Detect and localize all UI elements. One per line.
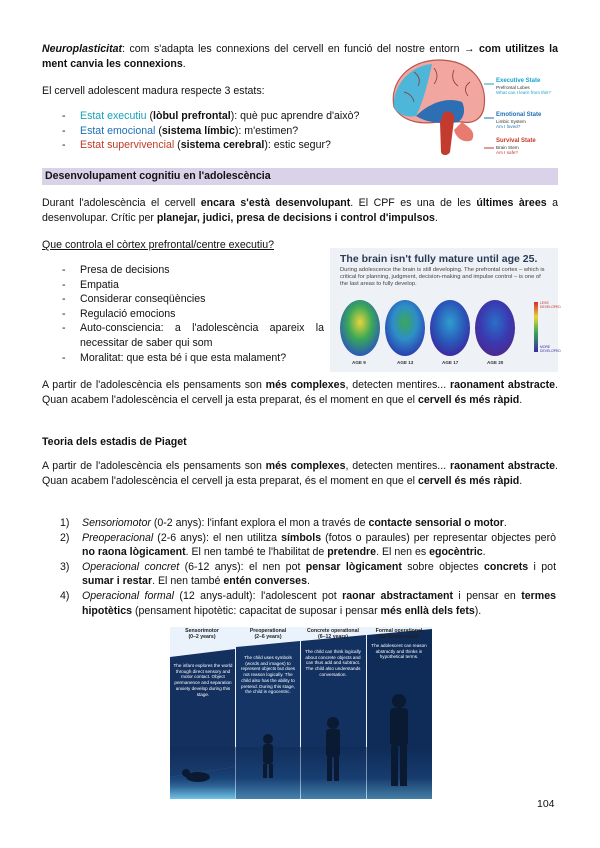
- state-label: Estat executiu: [80, 110, 147, 122]
- state-emotional: - Estat emocional (sistema límbic): m'estimen?: [62, 124, 382, 139]
- states-lead: El cervell adolescent madura respecte 3 estats:: [42, 85, 265, 97]
- brain-states-figure: [384, 52, 570, 164]
- age-label: AGE 9: [352, 360, 366, 365]
- piaget-stages-figure: [170, 627, 432, 799]
- text: i pot: [528, 560, 557, 573]
- state-executive: - Estat executiu (lòbul prefrontal): què puc aprendre d'això?: [62, 109, 382, 124]
- stage-head-name: Sensorimotor: [185, 628, 219, 634]
- intro-text: : com s'adapta les connexions del cervell en funció del nostre entorn →: [122, 43, 479, 55]
- state-part: lòbul prefrontal: [153, 110, 231, 122]
- text: . El nen es: [376, 546, 430, 559]
- stages-list: [60, 516, 556, 618]
- text-bold: sumar i restar: [82, 575, 153, 588]
- text-bold: més enllà dels fets: [380, 604, 475, 617]
- text: ).: [474, 604, 482, 617]
- cortex-item: - Moralitat: que esta bé i que esta malament?: [62, 351, 324, 366]
- intro-end: .: [182, 57, 186, 70]
- figure-caption: During adolescence the brain is still developing. The prefrontal cortex – which is critical for planning, judgment, decision-making and impulse control – is one of the last areas to fully develop.: [340, 267, 545, 288]
- cortex-list: [62, 263, 324, 365]
- legend-survival: [496, 138, 572, 155]
- legend-sub: Brain Stem: [496, 144, 519, 150]
- stage-head: [302, 629, 364, 641]
- state-label: Estat emocional: [80, 124, 156, 137]
- legend-sub: Am I safe?: [496, 149, 518, 155]
- stage-head-name: Formal operational: [375, 628, 423, 634]
- text: (2-6 anys): el nen utilitza: [153, 531, 282, 544]
- paragraph-complex-thought: [42, 378, 558, 407]
- development-scale: [534, 302, 538, 352]
- text-bold: pensar lògicament: [305, 560, 402, 573]
- text: A partir de l'adolescència els pensaments son: [42, 379, 266, 391]
- stage-name: Preoperacional: [82, 531, 154, 544]
- state-question: : què puc aprendre d'això?: [234, 110, 360, 122]
- text-bold: més complexes: [265, 379, 346, 391]
- stage-head-age: (0–2 years): [188, 633, 216, 640]
- stage-description: The infant explores the world through direct sensory and motor contact. Object permanence and separation anxiety develop during this stage.: [173, 663, 233, 697]
- age-label: AGE 17: [442, 360, 459, 365]
- stage-number: 1): [60, 517, 70, 529]
- legend-title: Survival State: [496, 138, 536, 144]
- brains-row: [330, 248, 561, 372]
- legend-sub: Limbic System: [496, 118, 526, 124]
- text: i pensar en: [452, 590, 522, 603]
- stage-name: Operacional concret: [82, 560, 180, 573]
- text: .: [519, 474, 523, 487]
- text: sobre objectes: [401, 560, 484, 573]
- text: (fotos o paraules) per representar objectes però: [321, 531, 556, 544]
- legend-title: Executive State: [496, 78, 541, 84]
- text-bold: concrets: [483, 560, 529, 573]
- cortex-item: - Presa de decisions: [62, 263, 324, 278]
- text-bold: planejar, judici, presa de decisions i control d'impulsos: [156, 211, 435, 224]
- stage-head-age: (2–6 years): [254, 633, 282, 640]
- text: .: [306, 575, 310, 588]
- piaget-heading: [42, 435, 558, 450]
- page-number: 104: [537, 798, 555, 810]
- legend-title: Emotional State: [496, 112, 542, 118]
- stage-item: [60, 560, 556, 589]
- state-part: sistema límbic: [161, 124, 235, 137]
- cortex-item: - Auto-consciencia: a l'adolescència apareix la necessitar de saber qui som: [62, 321, 324, 350]
- legend-sub: Am I loved?: [496, 123, 521, 129]
- text: .: [482, 546, 486, 559]
- text-bold: encara s'està desenvolupant: [200, 197, 351, 209]
- state-survival: - Estat supervivencial (sistema cerebral): estic segur?: [62, 138, 382, 153]
- text-bold: raonar abstractament: [342, 590, 453, 603]
- brain-illustration: [384, 52, 494, 162]
- text: , detecten mentires...: [345, 379, 450, 391]
- intro-term: Neuroplasticitat: [42, 43, 123, 55]
- text-bold: símbols: [281, 531, 322, 544]
- text: . Quan acabem l'adolescència el cervell ja esta preparat, és el moment en que el: [42, 460, 558, 487]
- text-bold: no raona lògicament: [82, 546, 186, 559]
- text: (0-2 anys): l'infant explora el mon a través de: [150, 517, 369, 529]
- text: . El nen també te l'habilitat de: [185, 546, 328, 559]
- state-label: Estat supervivencial: [80, 139, 175, 152]
- age-label: AGE 20: [487, 360, 504, 365]
- paragraph-development: [42, 196, 558, 225]
- section-title: Desenvolupament cognitiu en l'adolescència: [42, 168, 558, 185]
- cortex-item: - Considerar conseqüències: [62, 292, 324, 307]
- text: a desenvolupar. Crític per: [42, 197, 558, 224]
- state-question: : m'estimen?: [238, 124, 299, 137]
- cortex-item: - Regulació emocions: [62, 307, 324, 322]
- stage-description: The child uses symbols (words and images) to represent objects but does not reason logically. The child also has the ability to pretend. During this stage, the child is egocentric.: [240, 655, 296, 695]
- stage-head-name: Preoperational: [249, 628, 287, 634]
- figure-title: The brain isn't fully mature until age 25.: [340, 253, 538, 265]
- text-bold: pretendre: [327, 546, 377, 559]
- text: A partir de l'adolescència els pensaments son: [42, 460, 266, 472]
- stage-head-age: (6–12 years): [318, 633, 348, 640]
- cortex-item: - Empatia: [62, 278, 324, 293]
- legend-sub: Prefrontal Lobes: [496, 84, 530, 90]
- text-bold: més complexes: [265, 460, 346, 472]
- states-list: [62, 109, 382, 153]
- text: (pensament hipotètic: capacitat de suposar i pensar: [132, 604, 381, 617]
- text: (6-12 anys): el nen pot: [179, 560, 306, 573]
- scale-bottom-label: MORE DEVELOPED: [540, 345, 561, 353]
- brain-age-20: [475, 300, 515, 356]
- stage-description: The child can think logically about concrete objects and can thus add and subtract. The child also understands conversation.: [305, 649, 361, 677]
- intro-bold: com utilitzes la ment canvia les connexions: [42, 43, 558, 70]
- state-part: sistema cerebral: [180, 139, 265, 152]
- text-bold: entén converses: [223, 575, 307, 588]
- text-bold: últimes àrees: [476, 197, 547, 209]
- stage-head: [237, 629, 299, 641]
- stage-item: [60, 531, 556, 560]
- legend-executive: [496, 78, 572, 95]
- text: .: [503, 517, 507, 529]
- text-bold: contacte sensorial o motor: [368, 517, 504, 529]
- stage-item: [60, 516, 556, 531]
- text-bold: termes hipotètics: [82, 590, 556, 617]
- text: . Quan acabem l'adolescència el cervell ja esta preparat, és el moment en que el: [42, 379, 558, 406]
- stage-description: The adolescent can reason abstractly and thinks in hypothetical terms.: [371, 643, 427, 660]
- text-bold: cervell és més ràpid: [417, 474, 520, 487]
- text-bold: raonament abstracte: [449, 460, 556, 472]
- text: . El CPF es una de les: [350, 197, 477, 209]
- text: Durant l'adolescència el cervell: [42, 197, 201, 209]
- legend-emotional: [496, 112, 572, 129]
- text-bold: egocèntric: [429, 546, 483, 559]
- heading-text: Teoria dels estadis de Piaget: [42, 436, 187, 448]
- text-bold: raonament abstracte: [449, 379, 556, 391]
- stage-number: 3): [60, 560, 70, 573]
- brain-age-17: [430, 300, 470, 356]
- legend-connectors: [484, 72, 494, 162]
- stage-head-age: (12 years–adult): [379, 633, 419, 640]
- brain-age-9: [340, 300, 380, 356]
- stage-item: [60, 589, 556, 618]
- legend-sub: What can I learn from this?: [496, 89, 551, 95]
- stage-number: 4): [60, 590, 70, 603]
- stage-head-name: Concrete operational: [307, 628, 359, 634]
- text: (12 anys-adult): l'adolescent pot: [174, 590, 343, 603]
- text: .: [519, 393, 523, 406]
- stage-number: 2): [60, 531, 70, 544]
- paragraph-complex-thought-2: [42, 459, 558, 488]
- text: .: [434, 211, 438, 224]
- stage-name: Sensoriomotor: [82, 517, 151, 529]
- state-question: : estic segur?: [267, 139, 331, 152]
- text: , detecten mentires...: [345, 460, 450, 472]
- brain-age-figure: [330, 248, 561, 372]
- text-bold: cervell és més ràpid: [417, 393, 520, 406]
- text: . El nen també: [152, 575, 224, 588]
- brain-age-13: [385, 300, 425, 356]
- scale-top-label: LESS DEVELOPED: [540, 301, 561, 309]
- stage-name: Operacional formal: [82, 590, 174, 603]
- cortex-question: Que controla el còrtex prefrontal/centre executiu?: [42, 239, 275, 251]
- stage-head: [171, 629, 233, 641]
- age-label: AGE 13: [397, 360, 414, 365]
